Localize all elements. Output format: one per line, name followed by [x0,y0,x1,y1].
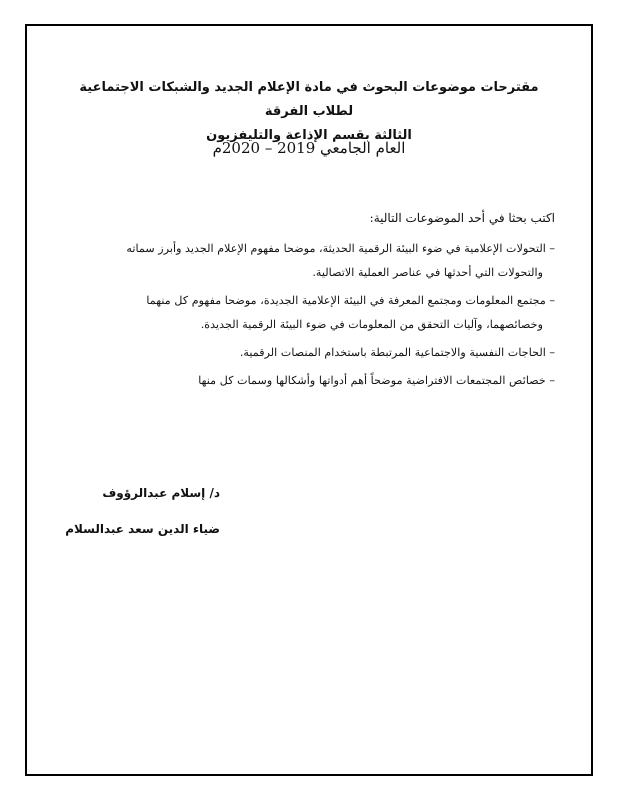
topics-list [92,237,555,397]
topic-line: – التحولات الإعلامية في ضوء البيئة الرقمية الحديثة، موضحا مفهوم الإعلام الجديد وأبرز سماته [126,242,555,255]
title-line-1: مقترحات موضوعات البحوث في مادة الإعلام الجديد والشبكات الاجتماعية لطلاب الفرقة [79,80,539,119]
title-line-2: الثالثة بقسم الإذاعة والتليفزيون [206,128,412,143]
topic-item [92,237,555,285]
topic-item [92,341,555,365]
intro-text: اكتب بحثا في أحد الموضوعات التالية: [369,211,555,225]
topic-line: – مجتمع المعلومات ومجتمع المعرفة في البيئة الإعلامية الجديدة، موضحا مفهوم كل منهما [146,294,555,307]
topic-line: – خصائص المجتمعات الافتراضية موضحاً أهم أدواتها وأشكالها وسمات كل منها [198,374,555,387]
topic-continuation: والتحولات التي أحدثها في عناصر العملية الاتصالية. [312,266,543,279]
topic-continuation: وخصائصهما، وآليات التحقق من المعلومات في ضوء البيئة الرقمية الجديدة. [200,318,543,331]
topic-item [92,369,555,393]
document-title [60,76,558,148]
author-1: د/ إسلام عبدالرؤوف [102,486,220,500]
author-2: ضياء الدين سعد عبدالسلام [65,522,220,536]
academic-year: العام الجامعي 2019 – 2020م [212,139,406,157]
topic-item [92,289,555,337]
topic-line: – الحاجات النفسية والاجتماعية المرتبطة باستخدام المنصات الرقمية. [239,346,555,359]
